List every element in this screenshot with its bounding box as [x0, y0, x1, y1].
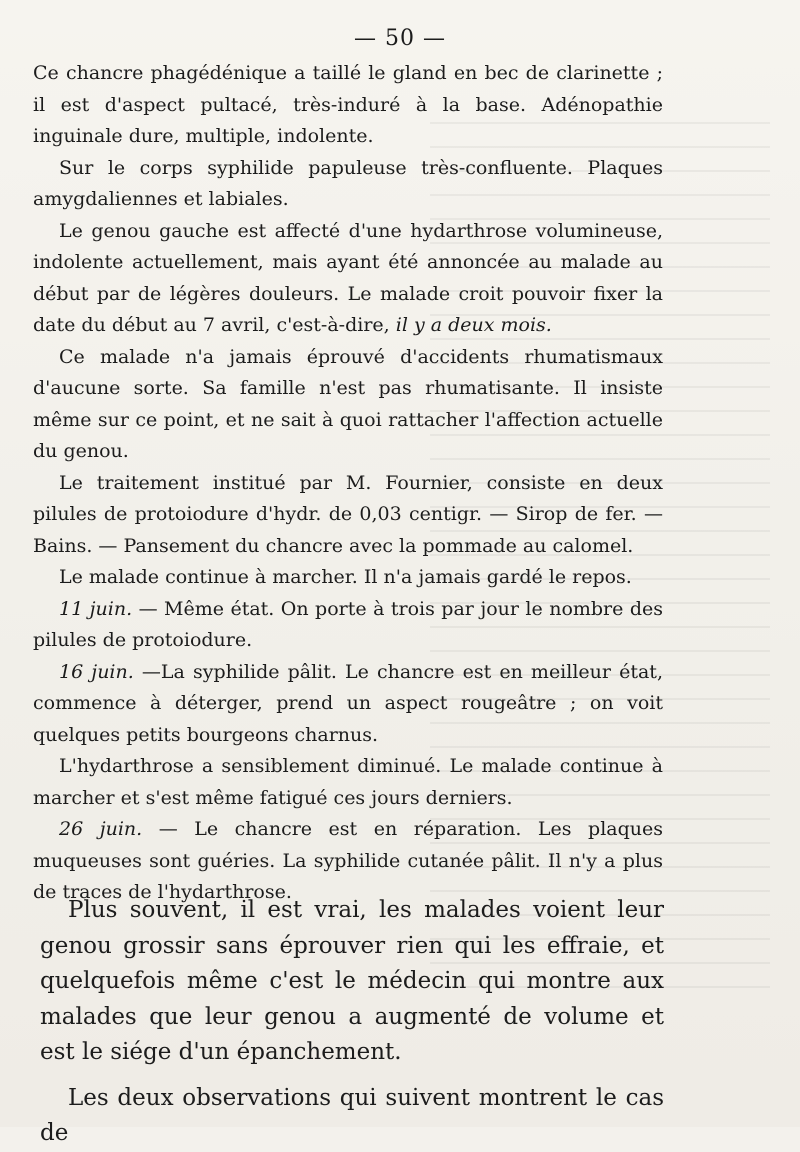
paragraph-observations: Les deux observations qui suivent montrent le cas de [40, 1084, 664, 1146]
paragraph-genou-text: Le genou gauche est affecté d'une hydarthrose volumineuse, indolente actuellement, mais ayant été annoncée au malade au début par de légères douleurs. Le malade croit pouvoir fixer la date du début au 7 avril, c'est-à-dire, [33, 219, 663, 336]
paragraph-16-juin-text: —La syphilide pâlit. Le chancre est en meilleur état, commence à déterger, prend un aspect rougeâtre ; on voit quelques petits bourgeons charnus. [33, 660, 663, 746]
paragraph-traitement: Le traitement institué par M. Fournier, consiste en deux pilules de protoiodure d'hydr. de 0,03 centigr. — Sirop de fer. — Bains. — Pansement du chancre avec la pommade au calomel. [33, 471, 663, 557]
paragraph-chancre: Ce chancre phagédénique a taillé le gland en bec de clarinette ; il est d'aspect pultacé, très-induré à la base. Adénopathie inguinale dure, multiple, indolente. [33, 62, 663, 147]
italic-deux-mois: il y a deux mois. [395, 314, 552, 336]
paragraph-plus-souvent: Plus souvent, il est vrai, les malades voient leur genou grossir sans éprouver rien qui les effraie, et quelquefois même c'est le médecin qui montre aux malades que leur genou a augmenté de volume et est le siége d'un épanchement. [40, 897, 664, 1065]
main-text [40, 893, 664, 1152]
date-16-juin: 16 juin. [59, 660, 134, 683]
paragraph-syphilide: Sur le corps syphilide papuleuse très-confluente. Plaques amygdaliennes et labiales. [33, 156, 663, 210]
paragraph-genou [33, 216, 663, 342]
paragraph-rhumatismes: Ce malade n'a jamais éprouvé d'accidents rhumatismaux d'aucune sorte. Sa famille n'est pas rhumatisante. Il insiste même sur ce point, et ne sait à quoi rattacher l'affection actuelle du genou. [33, 345, 663, 462]
paragraph-26-juin-text: — Le chancre est en réparation. Les plaques muqueuses sont guéries. La syphilide cutanée pâlit. Il n'y a plus de traces de l'hydarthrose. [33, 818, 663, 903]
paragraph-16-juin [33, 657, 663, 752]
paragraph-hydarthrose: L'hydarthrose a sensiblement diminué. Le malade continue à marcher et s'est même fatigué ces jours derniers. [33, 755, 663, 809]
date-26-juin: 26 juin. [59, 818, 143, 840]
observation-text [33, 58, 663, 909]
date-11-juin: 11 juin. [59, 597, 133, 620]
page-number: — 50 — [354, 26, 446, 51]
paragraph-repos: Le malade continue à marcher. Il n'a jamais gardé le repos. [59, 566, 632, 588]
paragraph-11-juin-text: — Même état. On porte à trois par jour le nombre des pilules de protoiodure. [33, 597, 664, 651]
paragraph-11-juin [33, 594, 663, 657]
